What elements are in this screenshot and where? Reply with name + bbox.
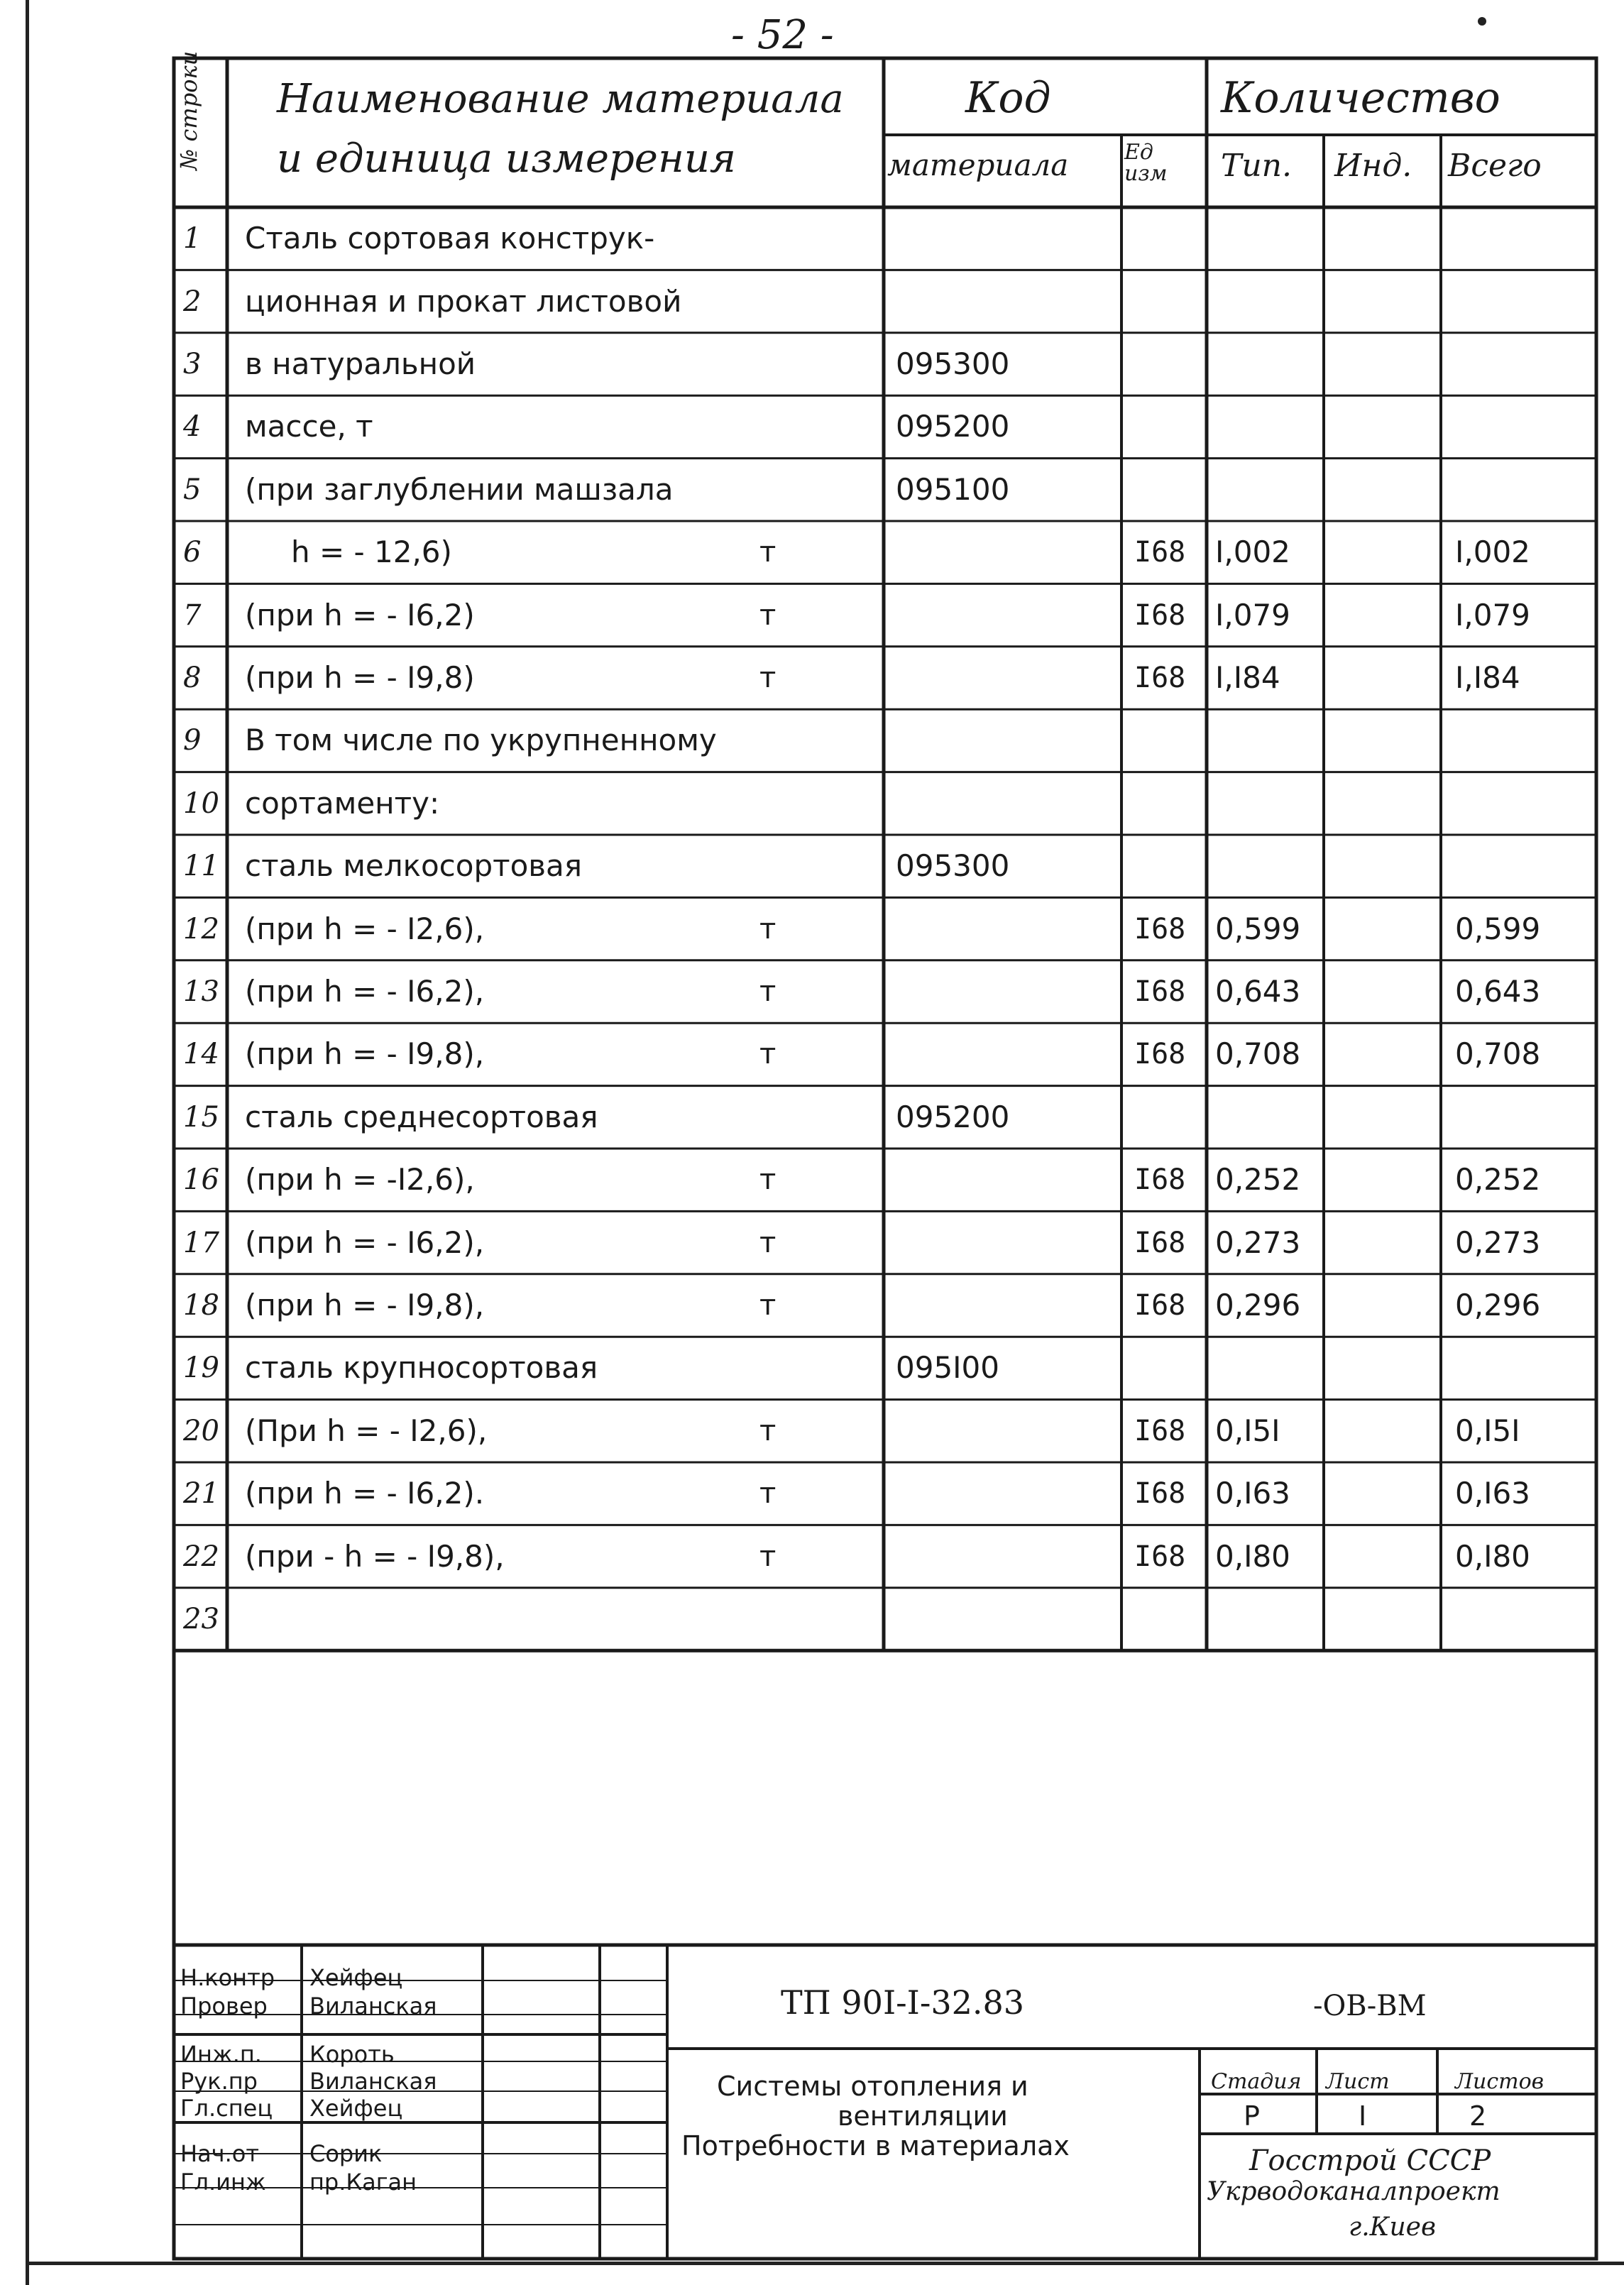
row-typ: 0,599 bbox=[1215, 911, 1301, 946]
row-unit-code: I68 bbox=[1134, 536, 1186, 569]
row-total: I,079 bbox=[1455, 597, 1530, 632]
row-unit-t: т bbox=[759, 536, 777, 569]
stamp-doc-suffix: -ОВ-ВМ bbox=[1313, 1990, 1427, 2022]
row-number: 14 bbox=[183, 1038, 219, 1071]
row-unit-code: I68 bbox=[1134, 1477, 1186, 1511]
row-typ: 0,296 bbox=[1215, 1288, 1301, 1322]
row-name: сталь среднесортовая bbox=[245, 1099, 598, 1134]
stamp-title-line2: вентиляции bbox=[838, 2100, 1008, 2132]
row-name: сталь мелкосортовая bbox=[245, 848, 583, 884]
header-name-line1: Наименование материала bbox=[277, 76, 844, 122]
stamp-role: Провер bbox=[180, 1993, 268, 2020]
row-typ: 0,252 bbox=[1215, 1162, 1301, 1198]
row-code: 095300 bbox=[896, 346, 1010, 381]
stamp-person-name: Виланская bbox=[309, 2068, 437, 2095]
row-name: (при заглублении машзала bbox=[245, 471, 674, 507]
row-unit-code: I68 bbox=[1134, 975, 1186, 1008]
stamp-person-name: Виланская bbox=[309, 1993, 437, 2020]
stamp-sheet-label: Лист bbox=[1326, 2069, 1390, 2094]
row-total: I,002 bbox=[1455, 535, 1530, 570]
row-number: 7 bbox=[183, 598, 202, 632]
row-number: 20 bbox=[183, 1414, 219, 1447]
stamp-role: Рук.пр bbox=[180, 2068, 258, 2095]
row-total: 0,599 bbox=[1455, 911, 1541, 946]
row-code: 095200 bbox=[896, 1099, 1010, 1134]
stamp-sheets: 2 bbox=[1469, 2100, 1487, 2132]
stamp-role: Нач.от bbox=[180, 2140, 259, 2167]
row-number: 4 bbox=[183, 410, 202, 444]
row-typ: I,079 bbox=[1215, 597, 1290, 632]
stamp-person-name: Хейфец bbox=[309, 1964, 403, 1991]
row-name: (при h = - I6,2), bbox=[245, 1224, 485, 1260]
row-code: 095300 bbox=[896, 848, 1010, 884]
row-unit-t: т bbox=[759, 975, 777, 1008]
header-ind: Инд. bbox=[1334, 148, 1412, 184]
header-unit: Ед изм bbox=[1124, 140, 1168, 186]
row-code: 095I00 bbox=[896, 1350, 999, 1386]
row-name: (при - h = - I9,8), bbox=[245, 1538, 505, 1574]
row-unit-t: т bbox=[759, 1163, 777, 1197]
row-name: h = - 12,6) bbox=[291, 535, 452, 570]
row-name: (при h = - I9,8) bbox=[245, 660, 475, 695]
header-typ: Тип. bbox=[1221, 148, 1293, 184]
row-unit-t: т bbox=[759, 1038, 777, 1071]
stamp-role: Гл.спец bbox=[180, 2095, 273, 2122]
stamp-person-name: Короть bbox=[309, 2041, 395, 2068]
row-name: В том числе по укрупненному bbox=[245, 723, 717, 758]
row-name: (при h = - I6,2). bbox=[245, 1476, 485, 1511]
row-number: 18 bbox=[183, 1289, 219, 1322]
row-number: 9 bbox=[183, 724, 202, 757]
row-number: 19 bbox=[183, 1352, 219, 1385]
stamp-role: Н.контр bbox=[180, 1964, 275, 1991]
stamp-person-name: Хейфец bbox=[309, 2095, 403, 2122]
row-typ: I,I84 bbox=[1215, 660, 1280, 695]
row-number: 8 bbox=[183, 662, 202, 694]
row-total: 0,252 bbox=[1455, 1162, 1541, 1198]
row-total: 0,643 bbox=[1455, 974, 1541, 1009]
stamp-title-line1: Системы отопления и bbox=[717, 2071, 1028, 2102]
row-number: 2 bbox=[183, 285, 202, 318]
row-number: 22 bbox=[183, 1540, 219, 1573]
row-number: 11 bbox=[183, 850, 219, 883]
row-code: 095200 bbox=[896, 409, 1010, 444]
row-name: ционная и прокат листовой bbox=[245, 283, 682, 319]
header-name-line2: и единица измерения bbox=[277, 136, 736, 182]
row-unit-t: т bbox=[759, 1414, 777, 1447]
row-total: 0,I63 bbox=[1455, 1476, 1530, 1511]
header-code: Код bbox=[965, 73, 1051, 123]
row-code: 095100 bbox=[896, 471, 1010, 507]
stamp-role: Гл.инж bbox=[180, 2169, 266, 2196]
row-number: 13 bbox=[183, 975, 219, 1008]
row-number: 6 bbox=[183, 536, 202, 569]
row-number: 5 bbox=[183, 473, 202, 506]
row-unit-t: т bbox=[759, 598, 777, 632]
row-unit-t: т bbox=[759, 1289, 777, 1322]
row-name: (При h = - I2,6), bbox=[245, 1413, 488, 1448]
stamp-doc-code: ТП 90I-I-32.83 bbox=[781, 1983, 1025, 2022]
row-number: 23 bbox=[183, 1603, 219, 1635]
row-unit-code: I68 bbox=[1134, 1163, 1186, 1197]
header-row-number: № строки bbox=[175, 50, 202, 170]
row-unit-t: т bbox=[759, 1477, 777, 1511]
row-name: Сталь сортовая конструк- bbox=[245, 221, 655, 256]
stamp-sheet: I bbox=[1359, 2100, 1367, 2132]
row-name: (при h = - I6,2) bbox=[245, 597, 475, 632]
row-unit-code: I68 bbox=[1134, 1289, 1186, 1322]
row-unit-t: т bbox=[759, 1540, 777, 1573]
stamp-stage-label: Стадия bbox=[1211, 2069, 1302, 2094]
row-number: 10 bbox=[183, 787, 219, 820]
row-number: 3 bbox=[183, 348, 202, 380]
row-typ: 0,I63 bbox=[1215, 1476, 1290, 1511]
row-typ: 0,643 bbox=[1215, 974, 1301, 1009]
row-unit-code: I68 bbox=[1134, 1038, 1186, 1071]
row-unit-code: I68 bbox=[1134, 1226, 1186, 1259]
stamp-title-line3: Потребности в материалах bbox=[681, 2130, 1070, 2161]
row-total: 0,I5I bbox=[1455, 1413, 1520, 1448]
row-unit-code: I68 bbox=[1134, 662, 1186, 694]
row-typ: 0,273 bbox=[1215, 1224, 1301, 1260]
stamp-org-line1: Госстрой СССР bbox=[1249, 2144, 1491, 2177]
row-typ: 0,I5I bbox=[1215, 1413, 1280, 1448]
row-number: 16 bbox=[183, 1163, 219, 1197]
row-unit-code: I68 bbox=[1134, 1414, 1186, 1447]
stamp-org-line2: Укрводоканалпроект bbox=[1207, 2177, 1500, 2206]
row-unit-code: I68 bbox=[1134, 1540, 1186, 1573]
row-typ: I,002 bbox=[1215, 535, 1290, 570]
row-name: (при h = -I2,6), bbox=[245, 1162, 475, 1198]
header-total: Всего bbox=[1448, 148, 1542, 184]
row-typ: 0,708 bbox=[1215, 1036, 1301, 1072]
row-name: (при h = - I6,2), bbox=[245, 974, 485, 1009]
row-name: (при h = - I9,8), bbox=[245, 1288, 485, 1322]
row-total: 0,273 bbox=[1455, 1224, 1541, 1260]
header-material: материала bbox=[887, 148, 1069, 182]
stamp-person-name: пр.Каган bbox=[309, 2169, 417, 2196]
stamp-person-name: Сорик bbox=[309, 2140, 383, 2167]
row-total: 0,708 bbox=[1455, 1036, 1541, 1072]
row-name: (при h = - I9,8), bbox=[245, 1036, 485, 1072]
stamp-org-line3: г.Киев bbox=[1349, 2213, 1436, 2242]
row-name: массе, т bbox=[245, 409, 373, 444]
row-name: (при h = - I2,6), bbox=[245, 911, 485, 946]
header-quantity: Количество bbox=[1221, 73, 1500, 123]
row-name: в натуральной bbox=[245, 346, 476, 381]
row-total: 0,I80 bbox=[1455, 1538, 1530, 1574]
row-name: сталь крупносортовая bbox=[245, 1350, 598, 1386]
row-unit-code: I68 bbox=[1134, 598, 1186, 632]
row-number: 15 bbox=[183, 1100, 219, 1134]
row-total: 0,296 bbox=[1455, 1288, 1541, 1322]
row-unit-t: т bbox=[759, 1226, 777, 1259]
row-typ: 0,I80 bbox=[1215, 1538, 1290, 1574]
stamp-role: Инж.п. bbox=[180, 2041, 262, 2068]
row-number: 21 bbox=[183, 1477, 219, 1511]
row-unit-t: т bbox=[759, 912, 777, 946]
row-unit-t: т bbox=[759, 662, 777, 694]
stamp-sheets-label: Листов bbox=[1455, 2069, 1545, 2094]
row-number: 17 bbox=[183, 1226, 219, 1259]
page-number: - 52 - bbox=[731, 12, 834, 58]
row-number: 1 bbox=[183, 222, 202, 256]
row-number: 12 bbox=[183, 912, 219, 946]
stamp-stage: Р bbox=[1244, 2100, 1260, 2132]
row-total: I,I84 bbox=[1455, 660, 1520, 695]
row-unit-code: I68 bbox=[1134, 912, 1186, 946]
row-name: сортаменту: bbox=[245, 785, 440, 821]
